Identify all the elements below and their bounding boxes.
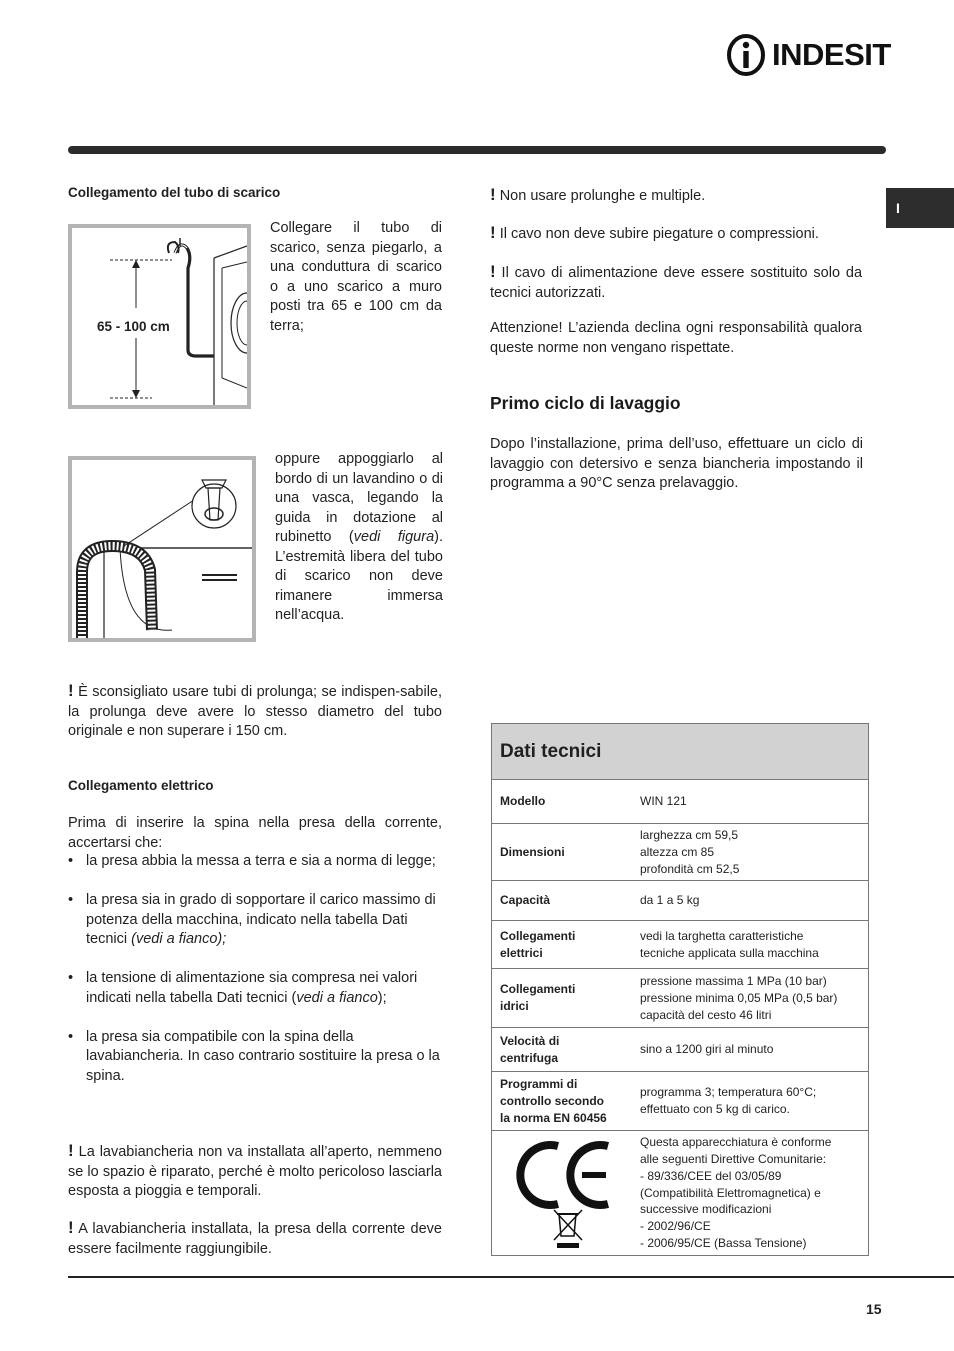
table-row [492,780,868,824]
language-tab: I [886,188,954,228]
row-label: Modello [500,794,546,808]
right-warning-3: ! Il cavo di alimentazione deve essere sostituito solo da tecnici autorizzati. [490,262,863,301]
warning-mark: ! [490,223,496,242]
height-range-label: 65 - 100 cm [95,317,172,337]
electric-requirements-list [68,852,444,1106]
technical-data-table [491,723,869,1256]
table-row [492,1131,868,1255]
list-item: • la tensione di alimentazione sia compresa nei valori indicati nella tabella Dati tecnici (vedi a fianco); [68,969,444,1008]
sink-drain-figure [68,456,256,642]
row-label: Programmi di controllo secondo la norma EN 60456 [500,1076,607,1125]
row-value: sino a 1200 giri al minuto [640,1042,774,1056]
weee-bin-icon [554,1210,582,1248]
outdoor-warning: ! La lavabiancheria non va installata all’aperto, nemmeno se lo spazio è riparato, perché è molto pericoloso lasciarla esposta a pioggia e temporali. [68,1141,442,1199]
header-rule [68,146,886,154]
brand-logo [726,34,891,76]
electric-intro: Prima di inserire la spina nella presa della corrente, accertarsi che: [68,815,442,851]
drain-text-2: oppure appoggiarlo al bordo di un lavandino o di una vasca, legando la guida in dotazione al rubinetto (vedi figura). L’estremità libera del tubo di scarico non deve rimanere immersa nell’acqua. [275,451,443,623]
row-value: programma 3; temperatura 60°C; effettuato con 5 kg di carico. [640,1085,817,1116]
row-label: Collegamenti idrici [500,982,576,1013]
row-label: Collegamenti elettrici [500,928,576,960]
warning-mark: ! [68,1141,74,1160]
extension-warning: ! È sconsigliato usare tubi di prolunga; se indispen-sabile, la prolunga deve avere lo stesso diametro del tubo originale e non superare i 150 cm. [68,681,443,739]
ce-mark-icon [506,1134,626,1252]
warning-mark: ! [490,262,496,281]
electric-heading: Collegamento elettrico [68,778,214,793]
right-warning-2: ! Il cavo non deve subire piegature o compressioni. [490,223,819,242]
row-label: Velocità di centrifuga [500,1033,560,1065]
conformity-text: Questa apparecchiatura è conforme alle seguenti Direttive Comunitarie: - 89/336/CEE del 03/05/89 (Compatibilità Elettromagnetica) e successive modificazioni - 2002/96/CE - 2006/95/CE (Bassa Tensione) [640,1135,832,1250]
row-value: larghezza cm 59,5 altezza cm 85 profondità cm 52,5 [640,827,740,876]
table-row [492,1072,868,1131]
table-row [492,921,868,969]
row-value: WIN 121 [640,794,687,808]
drain-text-1: Collegare il tubo di scarico, senza piegarlo, a una conduttura di scarico o a uno scarico a muro posti tra 65 e 100 cm da terra; [270,220,442,334]
row-value: pressione massima 1 MPa (10 bar) pressione minima 0,05 MPa (0,5 bar) capacità del cesto 46 litri [640,973,838,1022]
table-row [492,1028,868,1072]
drain-height-figure [68,224,251,409]
warning-mark: ! [68,681,74,700]
hose-on-sink-illustration [72,460,252,638]
table-row [492,824,868,881]
row-label: Dimensioni [500,844,565,859]
drain-heading: Collegamento del tubo di scarico [68,185,281,200]
technical-data-title: Dati tecnici [492,724,868,780]
row-label: Capacità [500,893,551,907]
ce-marking-cell [492,1131,640,1255]
warning-mark: ! [490,185,496,204]
warning-mark: ! [68,1218,74,1237]
brand-name: INDESIT [772,37,891,72]
table-row [492,969,868,1028]
list-item: • la presa sia compatibile con la spina della lavabiancheria. In caso contrario sostituire la presa o la spina. [68,1028,444,1087]
row-value: da 1 a 5 kg [640,893,700,907]
first-cycle-text: Dopo l’installazione, prima dell’uso, effettuare un ciclo di lavaggio con detersivo e senza biancheria impostando il programma a 90°C senza prelavaggio. [490,436,863,491]
table-row [492,881,868,921]
list-item: • la presa abbia la messa a terra e sia a norma di legge; [68,852,444,872]
indesit-i-icon [726,34,770,76]
right-warning-1: ! Non usare prolunghe e multiple. [490,185,706,204]
row-value: vedi la targhetta caratteristiche tecniche applicata sulla macchina [640,928,819,960]
socket-warning: ! A lavabiancheria installata, la presa della corrente deve essere facilmente raggiungibile. [68,1218,442,1257]
list-item: • la presa sia in grado di sopportare il carico massimo di potenza della macchina, indicato nella tabella Dati tecnici (vedi a fianco); [68,891,444,950]
footer-rule [68,1276,954,1278]
page-number: 15 [866,1301,882,1317]
first-cycle-heading: Primo ciclo di lavaggio [490,393,681,413]
responsibility-notice: Attenzione! L’azienda declina ogni responsabilità qualora queste norme non vengano rispettate. [490,320,862,356]
